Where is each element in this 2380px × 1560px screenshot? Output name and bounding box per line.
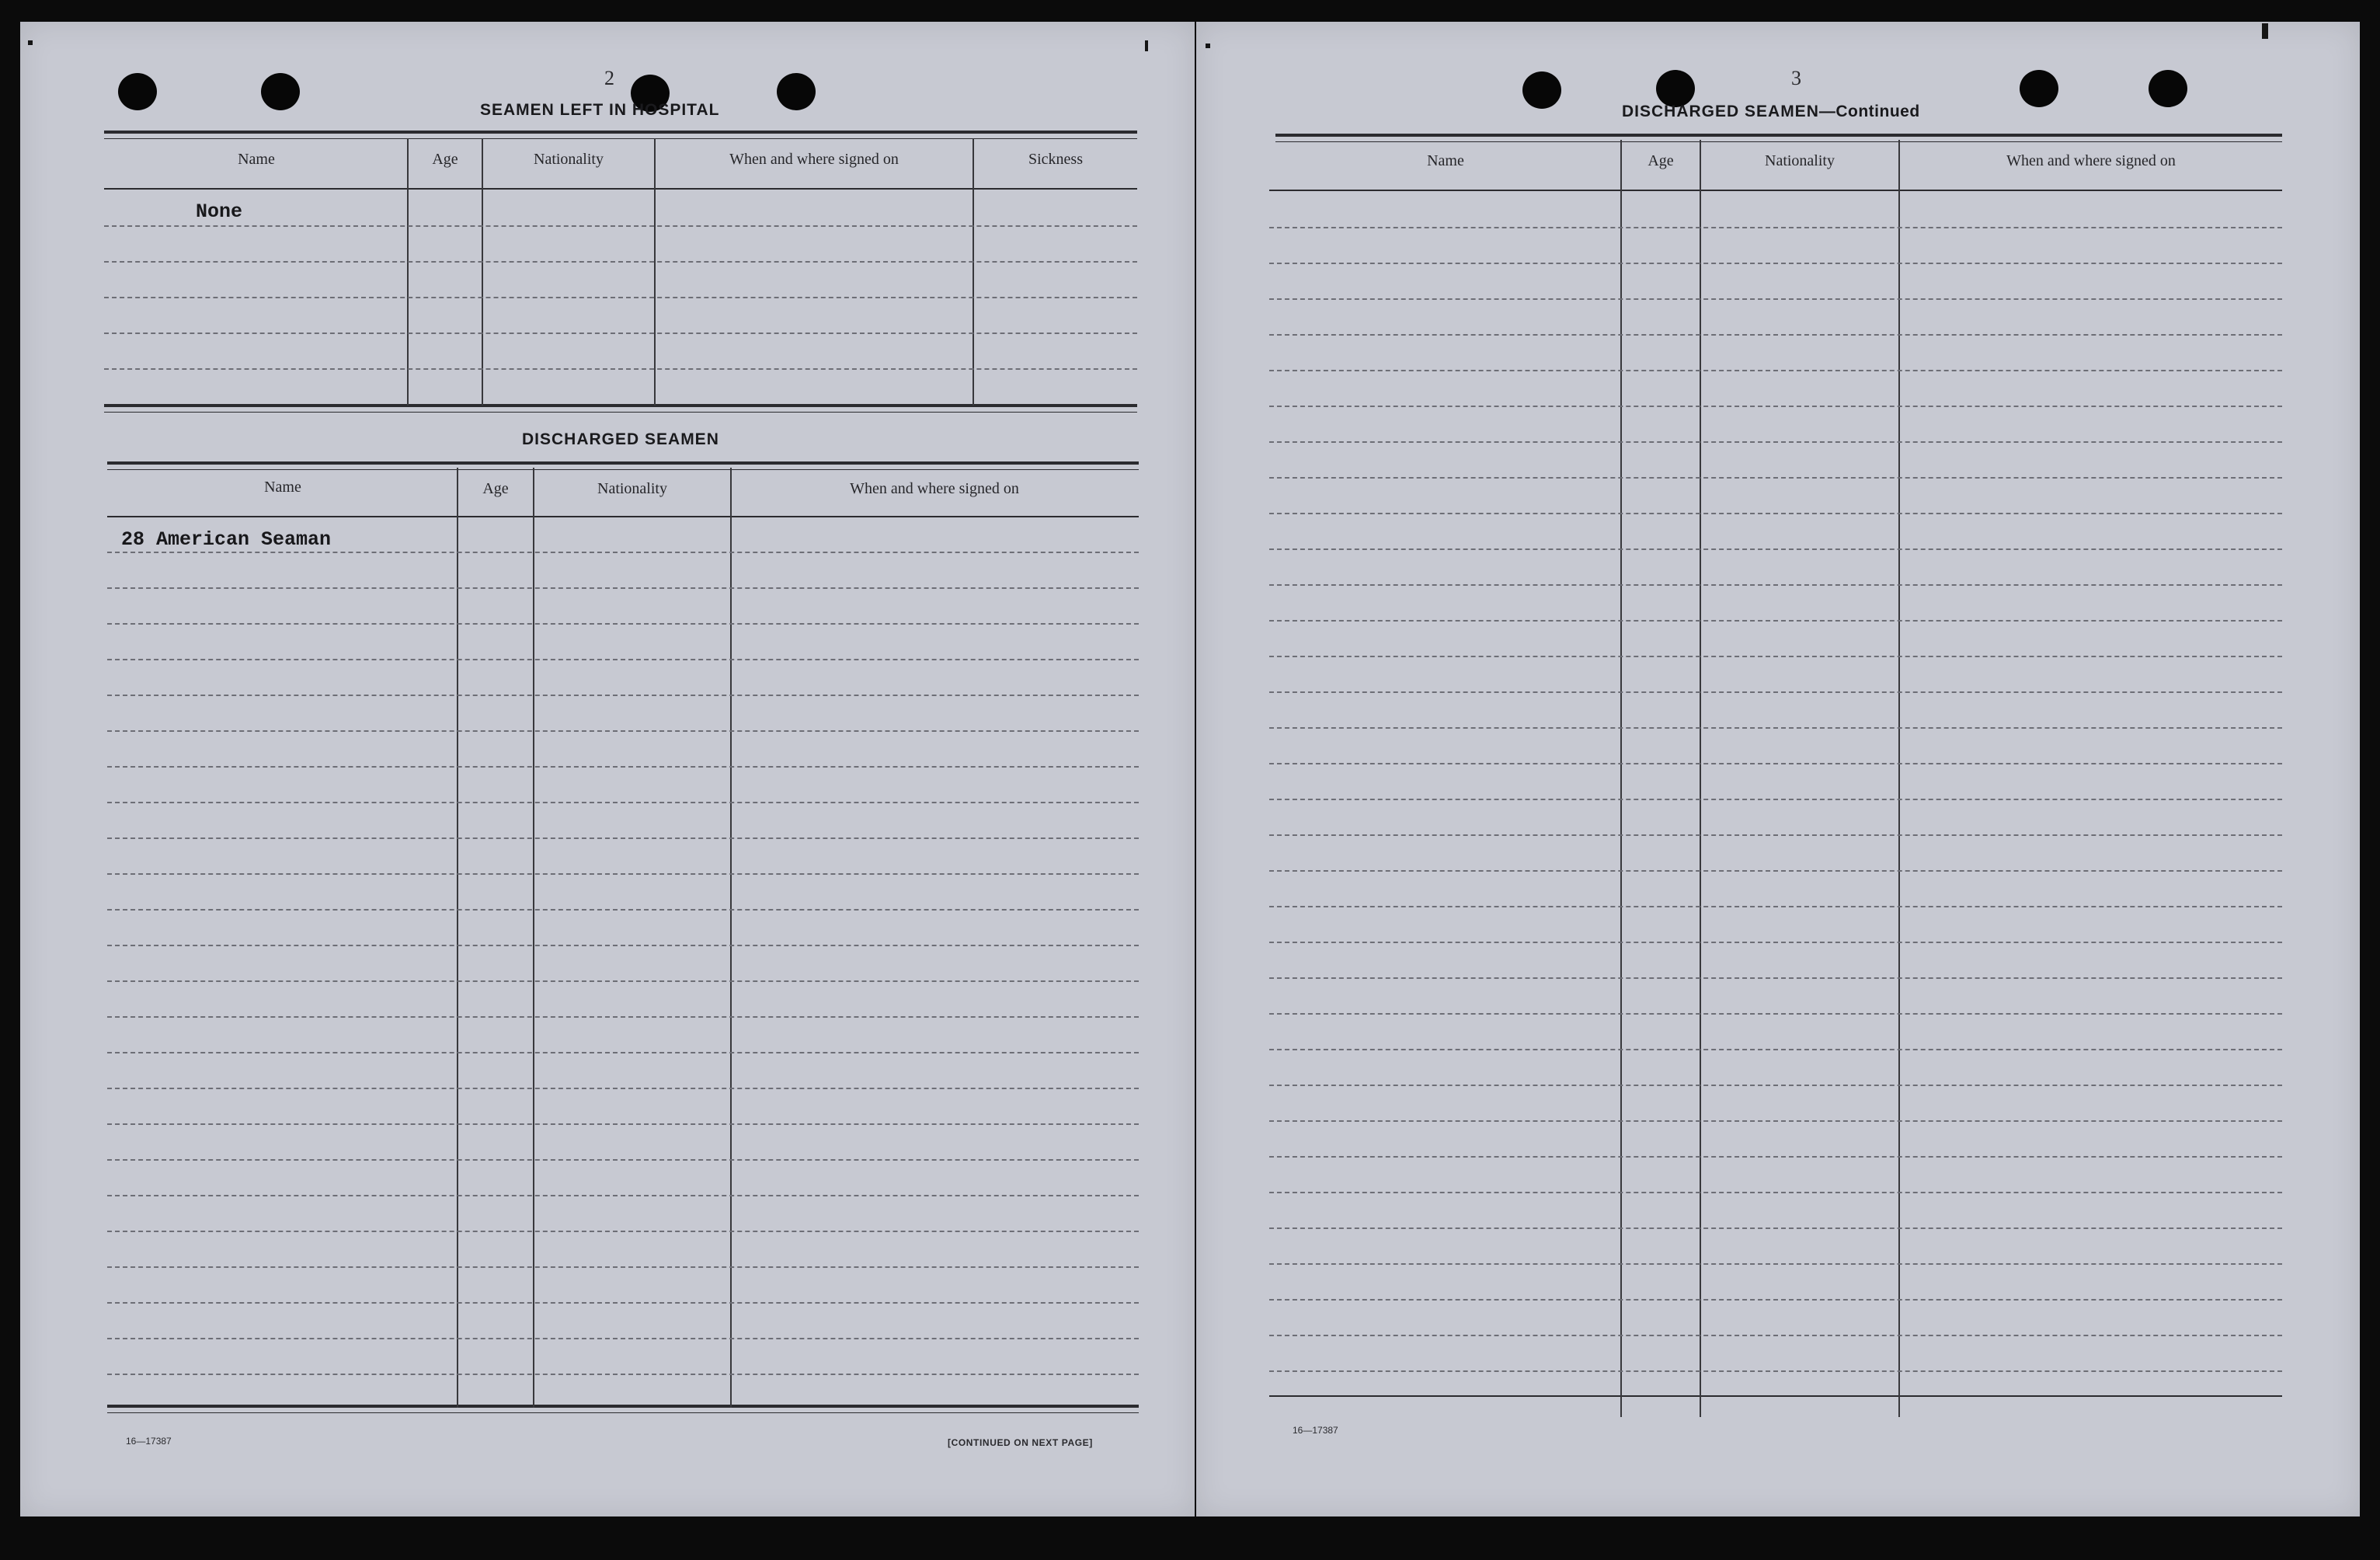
ruled-line — [1269, 799, 2282, 800]
ruled-line — [1269, 334, 2282, 336]
ruled-line — [1269, 477, 2282, 479]
ruled-line — [107, 1088, 1139, 1089]
ruled-line — [107, 1195, 1139, 1196]
punch-hole — [777, 73, 816, 110]
column-divider — [482, 138, 483, 406]
ruled-line — [107, 802, 1139, 803]
discharged-header-rule — [107, 516, 1139, 517]
ruled-line — [1269, 1227, 2282, 1229]
ruled-line — [1269, 1370, 2282, 1372]
hospital-header-rule — [104, 188, 1137, 190]
hospital-col-age: Age — [432, 151, 458, 168]
ruled-line — [1269, 406, 2282, 407]
ruled-line — [1269, 1120, 2282, 1122]
ruled-line — [1269, 834, 2282, 836]
hospital-top-rule — [104, 131, 1137, 139]
scan-speck — [2262, 23, 2268, 39]
punch-hole — [118, 73, 157, 110]
ruled-line — [104, 261, 1137, 263]
ruled-line — [107, 945, 1139, 946]
ruled-line — [1269, 370, 2282, 371]
scan-speck — [1145, 40, 1148, 51]
ruled-line — [107, 1016, 1139, 1018]
ruled-line — [107, 766, 1139, 768]
ruled-line — [107, 1374, 1139, 1375]
ruled-line — [104, 368, 1137, 370]
page-number: 2 — [604, 67, 614, 89]
ruled-line — [1269, 1049, 2282, 1050]
discharged-col-nationality: Nationality — [597, 480, 667, 497]
discharged-section-title: DISCHARGED SEAMEN — [522, 430, 719, 448]
discharged-continued-title — [1622, 103, 1920, 121]
ruled-line — [107, 1338, 1139, 1339]
hospital-section-title: SEAMEN LEFT IN HOSPITAL — [480, 101, 720, 119]
ruled-line — [1269, 1263, 2282, 1265]
continued-top-rule — [1275, 134, 2282, 142]
ruled-line — [104, 297, 1137, 298]
hospital-col-sickness: Sickness — [1028, 151, 1083, 168]
ruled-line — [1269, 727, 2282, 729]
ruled-line — [1269, 263, 2282, 264]
ruled-line — [107, 623, 1139, 625]
continued-header-rule — [1269, 190, 2282, 191]
ruled-line — [1269, 1335, 2282, 1336]
scan-speck — [1206, 44, 1210, 48]
punch-hole — [1522, 71, 1561, 109]
ruled-line — [104, 225, 1137, 227]
continued-bottom-rule — [1269, 1395, 2282, 1397]
right-page — [1196, 22, 2360, 1516]
discharged-top-rule — [107, 461, 1139, 470]
hospital-col-signed-on: When and where signed on — [729, 151, 899, 168]
ruled-line — [1269, 227, 2282, 228]
discharged-entry: 28 American Seaman — [121, 528, 332, 551]
column-divider — [1620, 140, 1622, 1417]
ruled-line — [107, 1052, 1139, 1053]
ruled-line — [1269, 298, 2282, 300]
continued-col-name: Name — [1427, 152, 1464, 169]
continued-note: [CONTINUED ON NEXT PAGE] — [948, 1437, 1093, 1448]
ruled-line — [1269, 1299, 2282, 1301]
punch-hole — [261, 73, 300, 110]
ruled-line — [107, 873, 1139, 875]
ruled-line — [107, 1302, 1139, 1304]
discharged-col-age: Age — [482, 480, 509, 497]
hospital-col-nationality: Nationality — [534, 151, 604, 168]
continued-col-nationality: Nationality — [1765, 152, 1835, 169]
column-divider — [973, 138, 974, 406]
ruled-line — [1269, 870, 2282, 872]
hospital-col-name: Name — [238, 151, 275, 168]
ruled-line — [1269, 620, 2282, 622]
column-divider — [407, 138, 409, 406]
continued-col-age: Age — [1648, 152, 1674, 169]
scan-speck — [28, 40, 33, 45]
ruled-line — [1269, 691, 2282, 693]
column-divider — [1700, 140, 1701, 1417]
discharged-col-signed-on: When and where signed on — [850, 480, 1019, 497]
ruled-line — [107, 730, 1139, 732]
ruled-line — [1269, 513, 2282, 514]
ruled-line — [104, 333, 1137, 334]
hospital-entry: None — [196, 200, 243, 223]
ruled-line — [1269, 1192, 2282, 1193]
ruled-line — [1269, 1156, 2282, 1158]
ruled-line — [1269, 1013, 2282, 1015]
punch-hole — [1656, 70, 1695, 107]
ruled-line — [107, 587, 1139, 589]
punch-hole — [2149, 70, 2187, 107]
form-number: 16—17387 — [1293, 1425, 1338, 1436]
discharged-col-name: Name — [264, 479, 301, 496]
ruled-line — [1269, 977, 2282, 979]
ruled-line — [1269, 548, 2282, 550]
ruled-line — [107, 909, 1139, 911]
column-divider — [1898, 140, 1900, 1417]
continued-col-signed-on: When and where signed on — [2006, 152, 2176, 169]
discharged-bottom-rule — [107, 1405, 1139, 1413]
ruled-line — [1269, 763, 2282, 764]
ruled-line — [1269, 906, 2282, 907]
punch-hole — [2020, 70, 2058, 107]
left-page — [20, 22, 1195, 1516]
column-divider — [654, 138, 656, 406]
ruled-line — [107, 1266, 1139, 1268]
ruled-line — [107, 980, 1139, 982]
ruled-line — [107, 837, 1139, 839]
ruled-line — [107, 1231, 1139, 1232]
ruled-line — [1269, 584, 2282, 586]
discharged-continued-suffix: —Continued — [1818, 103, 1920, 120]
page-number: 3 — [1791, 67, 1801, 89]
ruled-line — [107, 1159, 1139, 1161]
ruled-line — [107, 1123, 1139, 1125]
hospital-bottom-rule — [104, 404, 1137, 413]
ruled-line — [1269, 441, 2282, 443]
form-number: 16—17387 — [126, 1436, 172, 1447]
ruled-line — [107, 552, 1139, 553]
ruled-line — [107, 659, 1139, 660]
ruled-line — [1269, 942, 2282, 943]
ruled-line — [107, 695, 1139, 696]
ruled-line — [1269, 656, 2282, 657]
ruled-line — [1269, 1085, 2282, 1086]
discharged-continued-title-main: DISCHARGED SEAMEN — [1622, 103, 1819, 120]
